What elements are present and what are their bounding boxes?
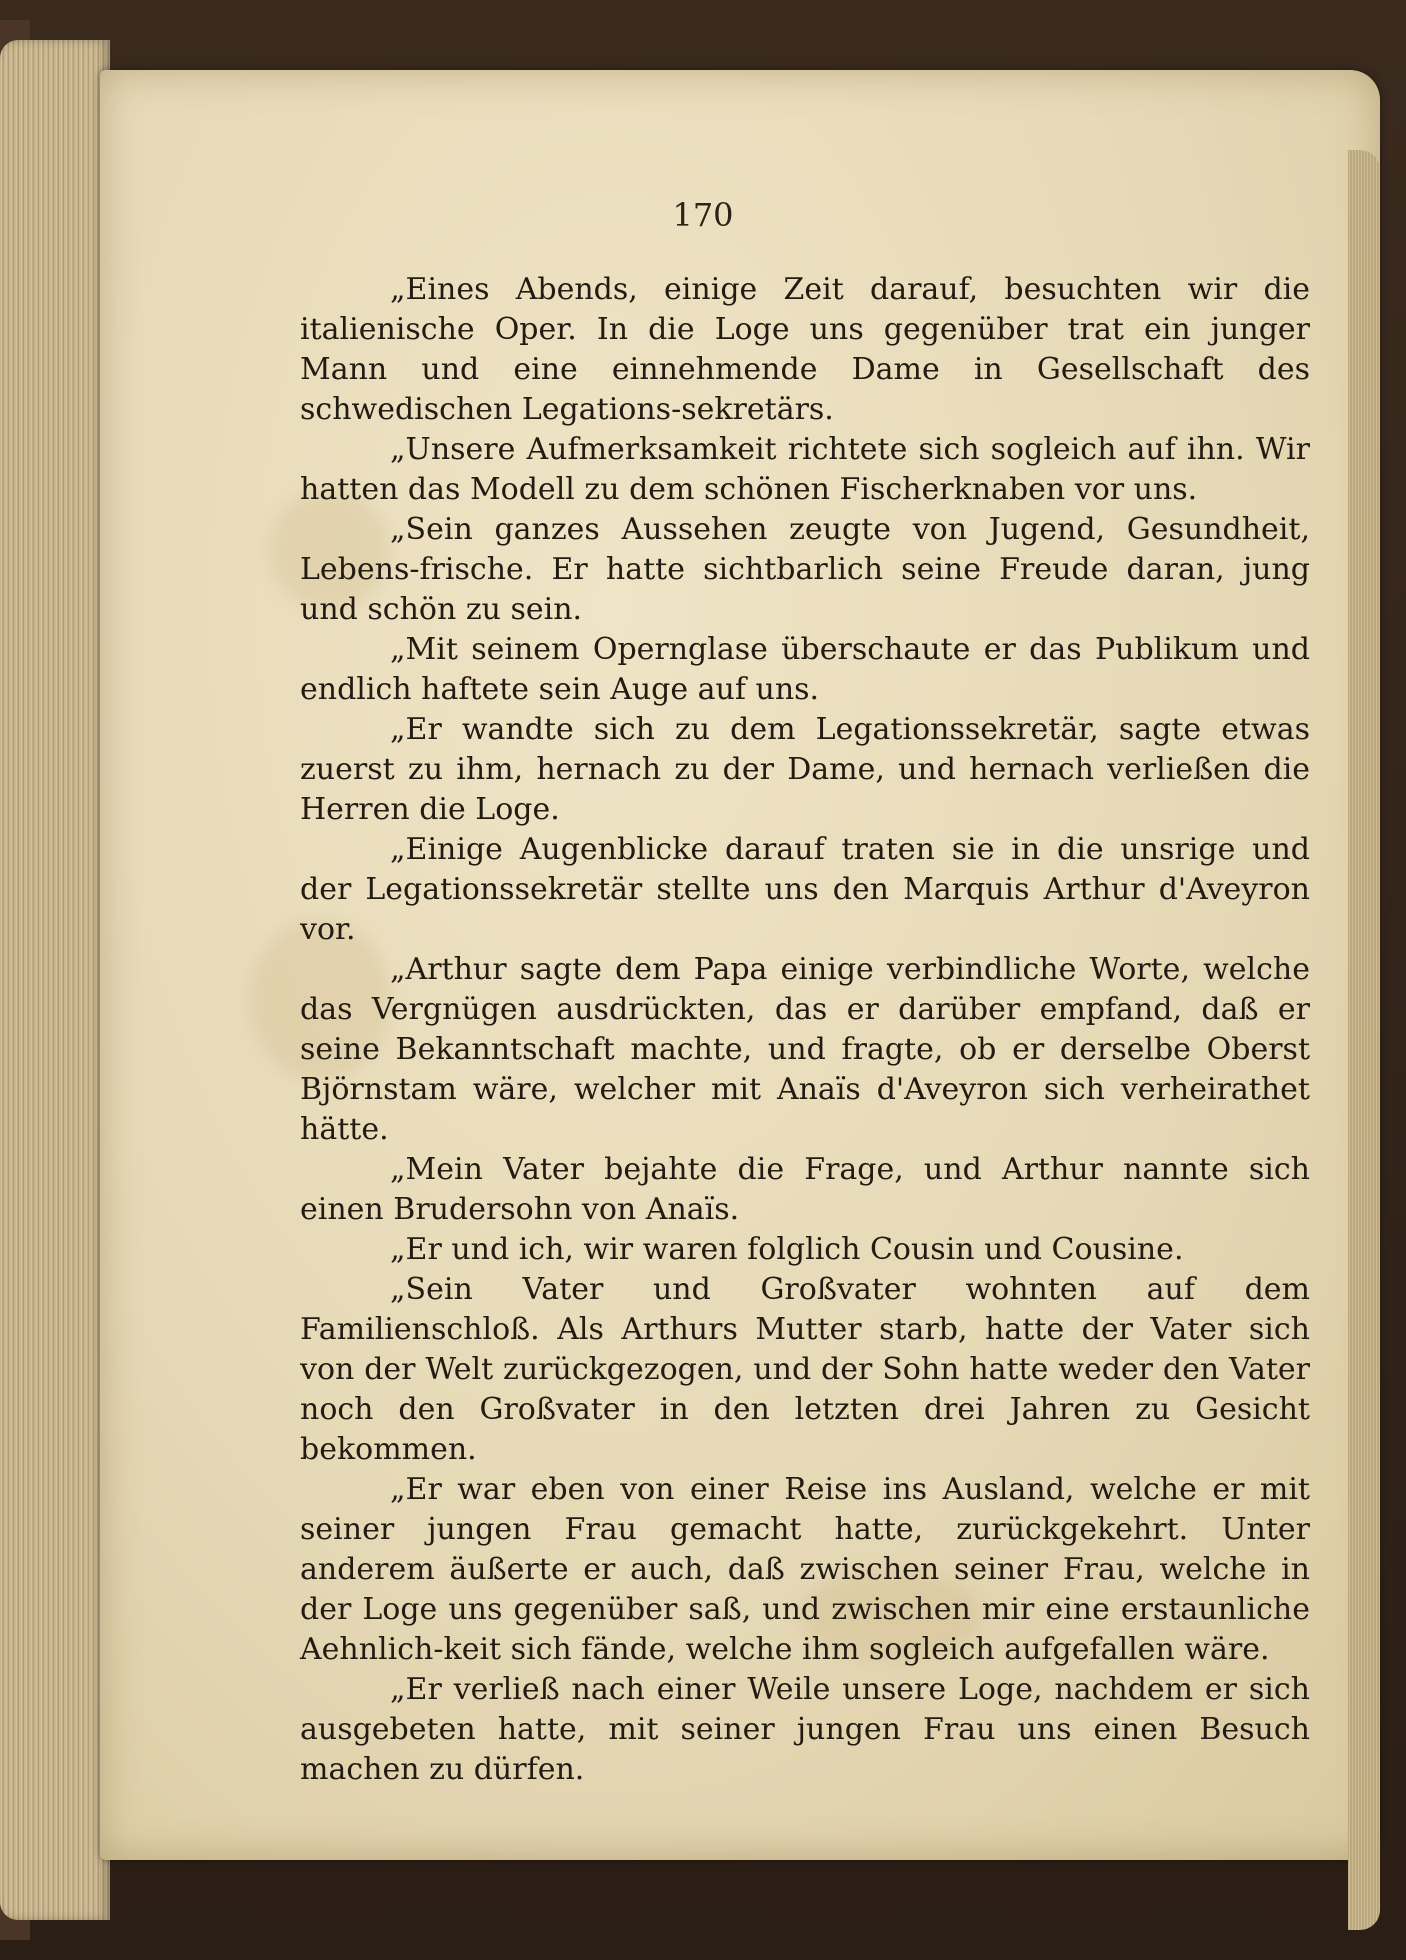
- paragraph: „Arthur sagte dem Papa einige verbindliche Worte, welche das Vergnügen ausdrückten, das er darüber empfand, daß er seine Bekanntschaft machte, und fragte, ob er derselbe Oberst Björnstam wäre, welcher mit Anaïs d'Aveyron sich verheirathet hätte.: [300, 952, 1310, 1147]
- paragraph: „Er war eben von einer Reise ins Ausland, welche er mit seiner jungen Frau gemacht hatte, zurückgekehrt. Unter anderem äußerte er auch, daß zwischen seiner Frau, welche in der Loge uns gegenüber saß, und zwischen mir eine erstaunliche Aehnlich-keit sich fände, welche ihm sogleich aufgefallen wäre.: [300, 1472, 1310, 1667]
- paragraph: „Mein Vater bejahte die Frage, und Arthur nannte sich einen Brudersohn von Anaïs.: [300, 1152, 1310, 1227]
- paragraph: „Er und ich, wir waren folglich Cousin und Cousine.: [390, 1232, 1184, 1267]
- paragraph: „Er wandte sich zu dem Legationssekretär, sagte etwas zuerst zu ihm, hernach zu der Dame, und hernach verließen die Herren die Loge.: [300, 712, 1310, 827]
- paragraph: „Unsere Aufmerksamkeit richtete sich sogleich auf ihn. Wir hatten das Modell zu dem schönen Fischerknaben vor uns.: [300, 432, 1310, 507]
- paragraph: „Sein ganzes Aussehen zeugte von Jugend, Gesundheit, Lebens-frische. Er hatte sichtbarlich seine Freude daran, jung und schön zu sein.: [300, 512, 1310, 627]
- paragraph: „Einige Augenblicke darauf traten sie in die unsrige und der Legationssekretär stellte uns den Marquis Arthur d'Aveyron vor.: [300, 832, 1310, 947]
- paragraph: „Mit seinem Opernglase überschaute er das Publikum und endlich haftete sein Auge auf uns.: [300, 632, 1310, 707]
- paragraph: „Sein Vater und Großvater wohnten auf dem Familienschloß. Als Arthurs Mutter starb, hatte der Vater sich von der Welt zurückgezogen, und der Sohn hatte weder den Vater noch den Großvater in den letzten drei Jahren zu Gesicht bekommen.: [300, 1272, 1310, 1467]
- right-page-edge: [1348, 150, 1380, 1930]
- paragraph: „Eines Abends, einige Zeit darauf, besuchten wir die italienische Oper. In die Loge uns gegenüber trat ein junger Mann und eine einnehmende Dame in Gesellschaft des schwedischen Legations-sekretärs.: [300, 272, 1310, 427]
- paragraph: „Er verließ nach einer Weile unsere Loge, nachdem er sich ausgebeten hatte, mit seiner jungen Frau uns einen Besuch machen zu dürfen.: [300, 1672, 1310, 1787]
- body-text: [300, 270, 1310, 1790]
- page-number: 170: [672, 196, 734, 234]
- left-page-stack: [0, 40, 110, 1920]
